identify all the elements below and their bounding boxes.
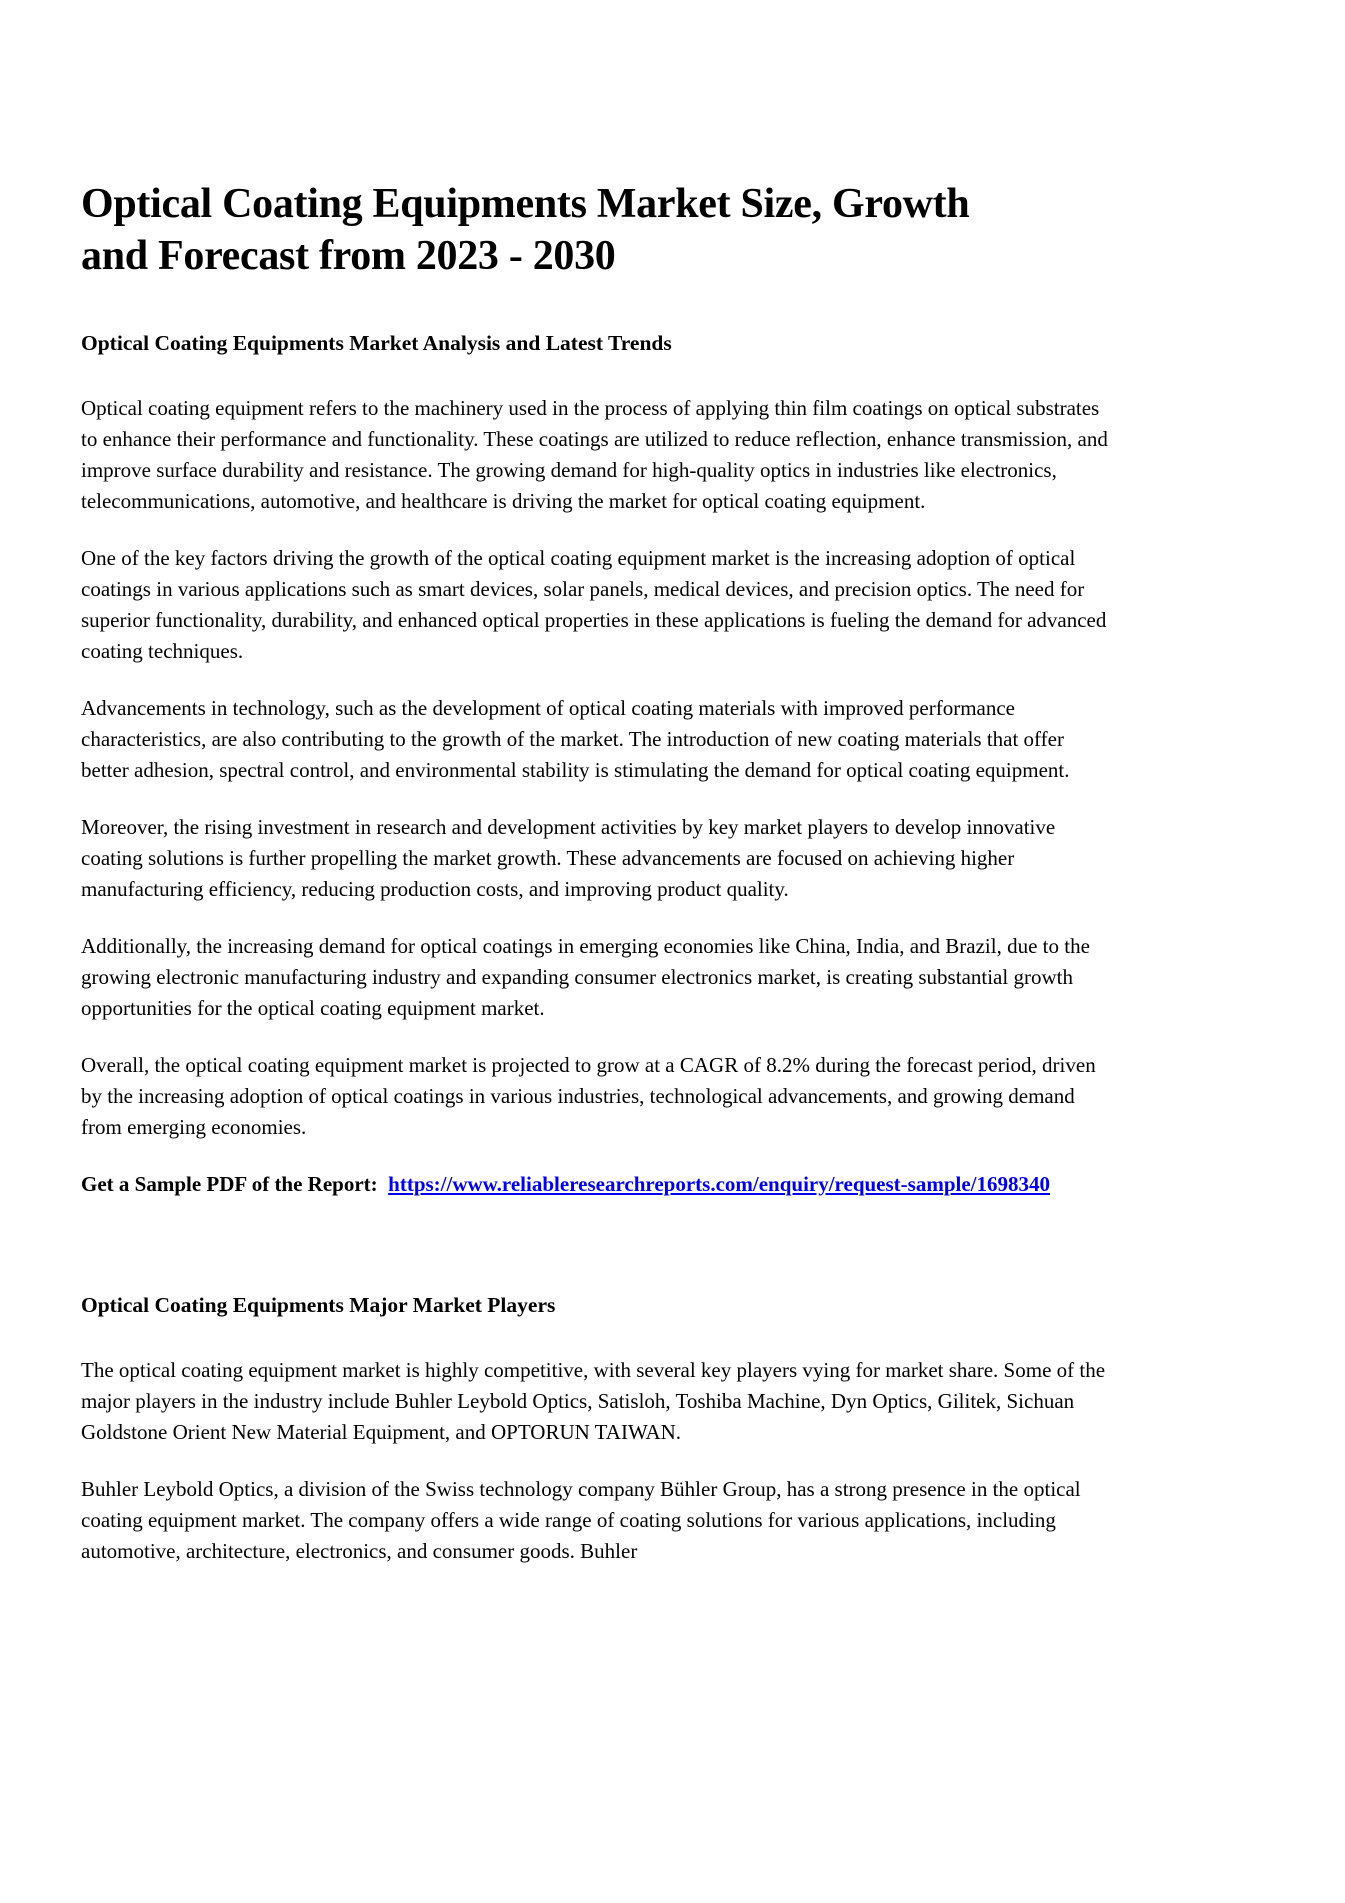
paragraph-buhler-leybold: Buhler Leybold Optics, a division of the Swiss technology company Bühler Group, has a strong presence in the optical coating equipment market. The company offers a wide range of coating solutions for various applications, including automotive, architecture, electronics, and consumer goods. Buhler — [81, 1477, 1081, 1563]
sample-cta-line — [81, 1169, 1115, 1200]
paragraph-cagr-forecast: Overall, the optical coating equipment market is projected to grow at a CAGR of 8.2% during the forecast period, driven by the increasing adoption of optical coatings in various industries, technological advancements, and growing demand from emerging economies. — [81, 1053, 1096, 1139]
paragraph-rnd-investment: Moreover, the rising investment in research and development activities by key market players to develop innovative coating solutions is further propelling the market growth. These advancements are focused on achieving higher manufacturing efficiency, reducing production costs, and improving product quality. — [81, 815, 1056, 901]
paragraph-key-factors: One of the key factors driving the growth of the optical coating equipment market is the increasing adoption of optical coatings in various applications such as smart devices, solar panels, medical devices, and precision optics. The need for superior functionality, durability, and enhanced optical properties in these applications is fueling the demand for advanced coating techniques. — [81, 546, 1107, 663]
page-title: Optical Coating Equipments Market Size, Growth and Forecast from 2023 - 2030 — [81, 181, 970, 279]
paragraph-technology-advancements: Advancements in technology, such as the development of optical coating materials with improved performance characteristics, are also contributing to the growth of the market. The introduction of new coating materials that offer better adhesion, spectral control, and environmental stability is stimulating the demand for optical coating equipment. — [81, 696, 1070, 782]
section-heading-major-market-players: Optical Coating Equipments Major Market Players — [81, 1293, 556, 1317]
paragraph-competitive-landscape: The optical coating equipment market is highly competitive, with several key players vying for market share. Some of the major players in the industry include Buhler Leybold Optics, Satisloh, Toshiba Machine, Dyn Optics, Gilitek, Sichuan Goldstone Orient New Material Equipment, and OPTORUN TAIWAN. — [81, 1358, 1106, 1444]
sample-cta-spacer — [378, 1172, 389, 1196]
paragraph-emerging-economies: Additionally, the increasing demand for optical coatings in emerging economies like China, India, and Brazil, due to the growing electronic manufacturing industry and expanding consumer electronics market, is creating substantial growth opportunities for the optical coating equipment market. — [81, 934, 1090, 1020]
sample-cta-label: Get a Sample PDF of the Report: — [81, 1172, 378, 1196]
section-heading-market-analysis: Optical Coating Equipments Market Analysis and Latest Trends — [81, 331, 672, 355]
request-sample-link[interactable]: https://www.reliableresearchreports.com/enquiry/request-sample/1698340 — [388, 1172, 1050, 1196]
paragraph-market-definition: Optical coating equipment refers to the machinery used in the process of applying thin film coatings on optical substrates to enhance their performance and functionality. These coatings are utilized to reduce reflection, enhance transmission, and improve surface durability and resistance. The growing demand for high-quality optics in industries like electronics, telecommunications, automotive, and healthcare is driving the market for optical coating equipment. — [81, 396, 1108, 513]
